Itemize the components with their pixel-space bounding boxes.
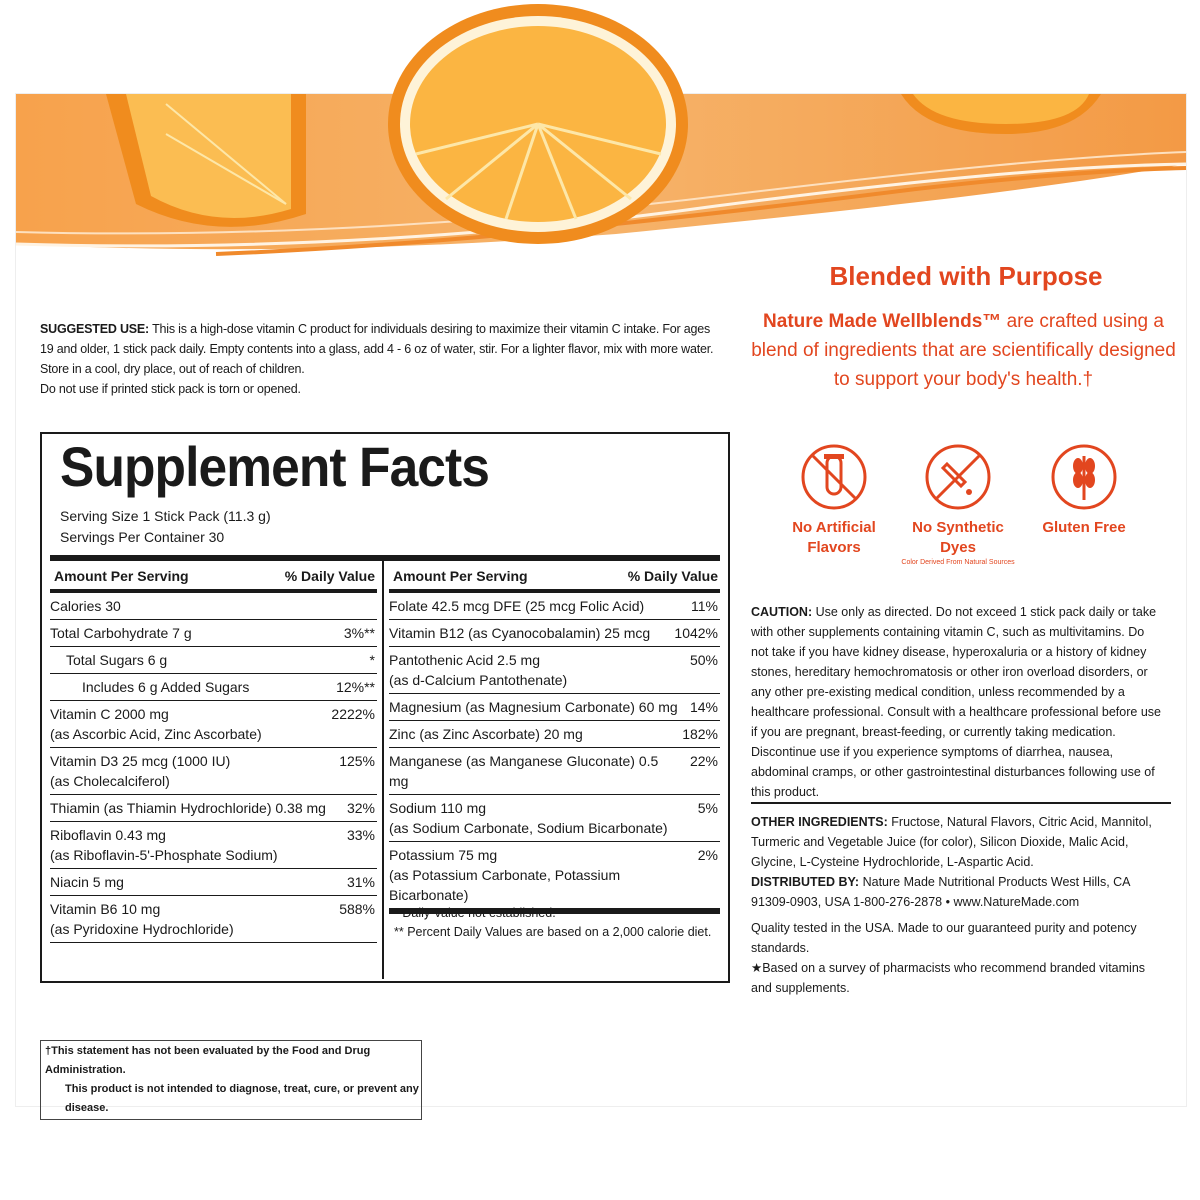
nutrient-name: Thiamin (as Thiamin Hydrochloride) 0.38 mg: [50, 800, 326, 816]
no-artificial-flavors-icon: [799, 442, 869, 512]
daily-value: 32%: [346, 800, 375, 816]
nutrient-name: Pantothenic Acid 2.5 mg (as d-Calcium Pantothenate): [389, 652, 568, 688]
marketing-body: are crafted using a blend of ingredients that are scientifically designed to support your body's health.†: [751, 311, 1176, 390]
no-synthetic-dyes-icon: [923, 442, 993, 512]
thick-rule: [50, 555, 720, 561]
facts-row: [50, 620, 377, 647]
badge-label: No Artificial Flavors: [792, 519, 876, 556]
daily-value: 11%: [691, 598, 718, 614]
facts-row: [389, 748, 720, 795]
suggested-use: [40, 319, 720, 399]
daily-value: 1042%: [674, 625, 718, 641]
left-column-header: [50, 563, 377, 593]
facts-row: [50, 822, 377, 869]
nutrient-name: Includes 6 g Added Sugars: [82, 679, 250, 695]
dv-header: % Daily Value: [284, 568, 375, 584]
facts-row: [50, 701, 377, 748]
caution-block: [751, 602, 1161, 802]
daily-value: 33%: [346, 827, 375, 843]
daily-value: 182%: [682, 726, 718, 742]
nutrient-name: Riboflavin 0.43 mg (as Riboflavin-5'-Phosphate Sodium): [50, 827, 278, 863]
section-rule: [751, 802, 1171, 804]
badge-no-artificial-flavors: [774, 442, 894, 558]
amount-header: Amount Per Serving: [393, 568, 528, 584]
facts-row: [389, 593, 720, 620]
nutrient-name: Calories 30: [50, 598, 121, 614]
suggested-use-text: This is a high-dose vitamin C product for individuals desiring to maximize their vitamin C intake. For ages 19 and older, 1 stick pack daily. Empty contents into a glass, add 4 - 6 oz of water, stir. For a lighter flavor, mix with more water.: [40, 322, 714, 356]
caution-text: Use only as directed. Do not exceed 1 stick pack daily or take with other supplements containing vitamin C, such as multivitamins. Do not take if you have kidney disease, hyperoxaluria or a history of kidney stones, hereditary hemochromatosis or other iron overload disorders, or any other pre-existing medical condition, unless recommended by a healthcare professional. Consult with a healthcare professional before use if you are pregnant, breast-feeding, or currently taking medication. Discontinue use if you experience symptoms of diarrhea, nausea, abdominal cramps, or other gastrointestinal disturbances following use of this product.: [751, 605, 1161, 799]
nutrient-name: Niacin 5 mg: [50, 874, 124, 890]
gluten-free-icon: [1049, 442, 1119, 512]
supplement-facts-title: Supplement Facts: [60, 435, 490, 498]
footnote-1: * Daily Value not established.: [394, 906, 556, 920]
badge-gluten-free: [1024, 442, 1144, 538]
daily-value: 2%: [697, 847, 718, 863]
footnote-2: ** Percent Daily Values are based on a 2,000 calorie diet.: [394, 925, 712, 939]
serving-info: [60, 506, 271, 548]
supplement-facts-panel: [40, 432, 730, 983]
facts-row: [389, 795, 720, 842]
daily-value: 14%: [689, 699, 718, 715]
facts-row: [50, 748, 377, 795]
facts-right-column: [389, 563, 720, 914]
daily-value: 50%: [689, 652, 718, 668]
daily-value: 31%: [346, 874, 375, 890]
nutrient-name: Folate 42.5 mcg DFE (25 mcg Folic Acid): [389, 598, 645, 614]
storage-text: Store in a cool, dry place, out of reach of children.: [40, 362, 305, 376]
facts-left-column: [50, 563, 377, 943]
column-divider: [382, 555, 384, 979]
badge-label: No Synthetic Dyes: [912, 519, 1004, 556]
nutrient-name: Total Carbohydrate 7 g: [50, 625, 192, 641]
dv-header: % Daily Value: [627, 568, 718, 584]
nutrient-name: Total Sugars 6 g: [66, 652, 168, 668]
facts-row: [389, 620, 720, 647]
nutrient-name: Vitamin C 2000 mg (as Ascorbic Acid, Zinc Ascorbate): [50, 706, 262, 742]
daily-value: 22%: [689, 753, 718, 769]
distributed-by-label: DISTRIBUTED BY:: [751, 875, 860, 889]
right-rows: [389, 593, 720, 909]
disclaimer-line-2: This product is not intended to diagnose, treat, cure, or prevent any disease.: [65, 1083, 419, 1114]
daily-value: *: [369, 652, 375, 668]
nutrient-name: Vitamin B12 (as Cyanocobalamin) 25 mcg: [389, 625, 651, 641]
label-panel: [15, 93, 1187, 1114]
facts-row: [389, 842, 720, 909]
daily-value: 3%**: [343, 625, 375, 641]
survey-text: ★Based on a survey of pharmacists who recommend branded vitamins and supplements.: [751, 961, 1146, 995]
facts-row: [50, 896, 377, 943]
right-column-header: [389, 563, 720, 593]
daily-value: 2222%: [331, 706, 375, 722]
fda-disclaimer: [40, 1040, 422, 1120]
daily-value: 5%: [697, 800, 718, 816]
facts-row: [50, 795, 377, 822]
facts-row: [389, 647, 720, 694]
daily-value: 125%: [339, 753, 375, 769]
serving-size: Serving Size 1 Stick Pack (11.3 g): [60, 508, 271, 524]
nutrient-name: Magnesium (as Magnesium Carbonate) 60 mg: [389, 699, 678, 715]
servings-per-container: Servings Per Container 30: [60, 529, 225, 545]
brand-name: Nature Made Wellblends™: [763, 311, 1002, 332]
other-ingredients-label: OTHER INGREDIENTS:: [751, 815, 888, 829]
nutrient-name: Vitamin D3 25 mcg (1000 IU) (as Cholecalciferol): [50, 753, 231, 789]
facts-row: [389, 694, 720, 721]
nutrient-name: Manganese (as Manganese Gluconate) 0.5 mg: [389, 753, 659, 789]
facts-row: [50, 869, 377, 896]
disclaimer-line-1: †This statement has not been evaluated by the Food and Drug Administration.: [45, 1045, 371, 1076]
left-rows: [50, 593, 377, 943]
headline: Blended with Purpose: [829, 261, 1103, 291]
badge-no-synthetic-dyes: [898, 442, 1018, 567]
orange-slice-middle: [388, 4, 688, 244]
nutrient-name: Potassium 75 mg (as Potassium Carbonate, Potassium Bicarbonate): [389, 847, 621, 903]
badge-small-text: Color Derived From Natural Sources: [901, 559, 1015, 566]
facts-row: [50, 647, 377, 674]
badge-label: Gluten Free: [1042, 519, 1126, 536]
torn-warning: Do not use if printed stick pack is torn or opened.: [40, 382, 301, 396]
footnotes: [394, 904, 711, 942]
orange-banner: [16, 94, 1186, 259]
facts-row: [50, 593, 377, 620]
daily-value: 588%: [339, 901, 375, 917]
quality-text: Quality tested in the USA. Made to our guaranteed purity and potency standards.: [751, 921, 1137, 955]
suggested-use-label: SUGGESTED USE:: [40, 322, 150, 336]
nutrient-name: Zinc (as Zinc Ascorbate) 20 mg: [389, 726, 583, 742]
daily-value: 12%**: [336, 679, 375, 695]
other-info: [751, 812, 1161, 998]
nutrient-name: Vitamin B6 10 mg (as Pyridoxine Hydrochloride): [50, 901, 234, 937]
caution-label: CAUTION:: [751, 605, 813, 619]
amount-header: Amount Per Serving: [54, 568, 189, 584]
other-ingredients-text: Fructose, Natural Flavors, Citric Acid, Mannitol, Turmeric and Vegetable Juice (for color), Silicon Dioxide, Malic Acid, Glycine, L-Cysteine Hydrochloride, L-Aspartic Acid.: [751, 815, 1152, 869]
distributed-by-text: Nature Made Nutritional Products West Hills, CA 91309-0903, USA 1-800-276-2878 • www.NatureMade.com: [751, 875, 1130, 909]
marketing-text: [751, 307, 1176, 394]
nutrient-name: Sodium 110 mg (as Sodium Carbonate, Sodium Bicarbonate): [389, 800, 668, 836]
facts-row: [389, 721, 720, 748]
daily-value: [335, 596, 375, 616]
facts-row: [50, 674, 377, 701]
